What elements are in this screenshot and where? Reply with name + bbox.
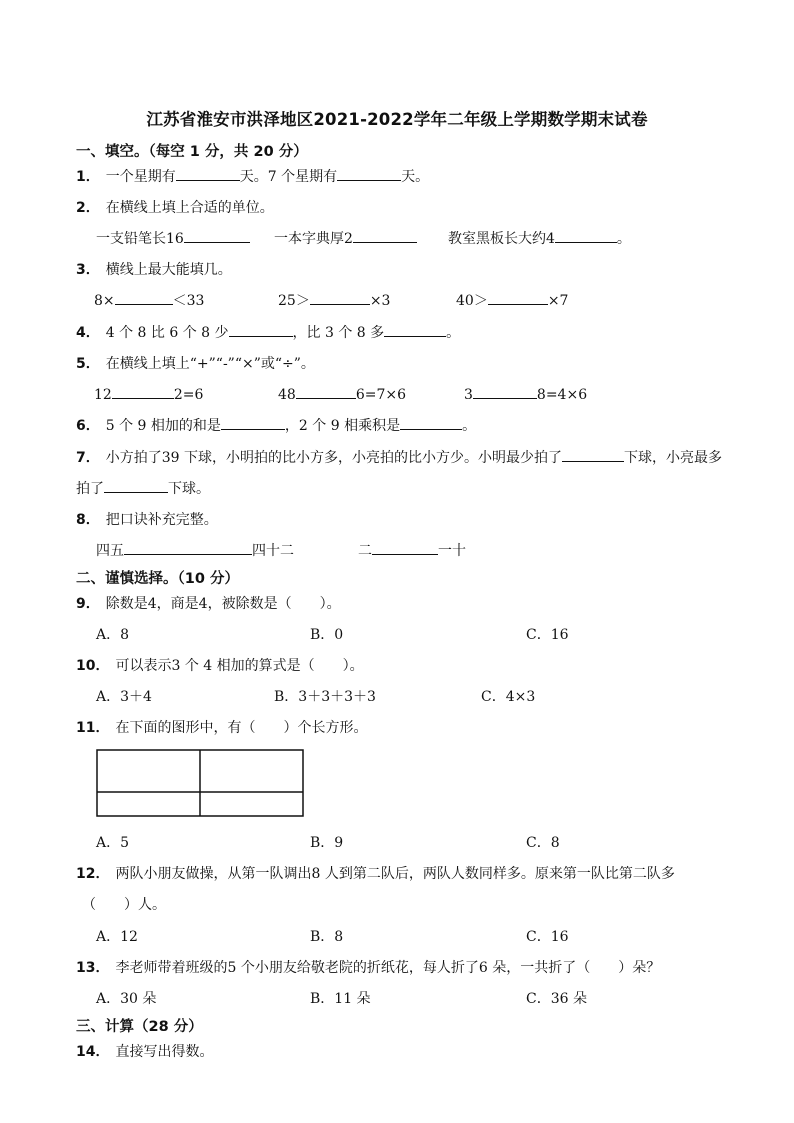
item-text: 8=4×6 [536,387,588,403]
question-number: 14． [76,1044,110,1060]
question-2 [76,197,274,217]
answer-blank[interactable] [337,166,401,181]
section-heading-choice: 二、谨慎选择。（10 分） [76,571,239,587]
question-text: 下球。 [168,481,210,497]
question-5-item-2 [278,384,406,403]
answer-blank[interactable] [310,290,370,305]
option-a[interactable]: A．3＋4 [96,689,152,705]
question-3-item-3 [456,290,568,310]
option-c[interactable]: C．16 [526,627,569,643]
item-text: 教室黑板长大约4 [448,231,555,247]
question-number: 5． [76,356,100,372]
answer-blank[interactable] [384,322,446,337]
question-7 [76,447,722,467]
question-text: ，2 个 9 相乘积是 [284,418,401,434]
question-number: 13． [76,960,110,976]
question-number: 11． [76,720,110,736]
answer-blank[interactable] [221,415,285,430]
question-13 [76,957,660,977]
item-text: 。 [616,231,631,247]
option-b[interactable]: B．0 [310,627,344,643]
question-text: 天。 [401,169,430,185]
item-text: 2=6 [173,387,204,403]
item-text: ＜33 [172,293,205,309]
exam-title: 江苏省淮安市洪泽地区2021-2022学年二年级上学期数学期末试卷 [146,110,648,129]
question-text: 4 个 8 比 6 个 8 少 [105,325,229,341]
question-text: 天。7 个星期有 [239,169,338,185]
question-number: 4． [76,325,100,341]
answer-blank[interactable] [112,384,174,399]
question-text: 在横线上填上“+”“-”“×”或“÷”。 [105,356,315,372]
section-heading-fill-in: 一、填空。（每空 1 分，共 20 分） [76,144,308,160]
item-text: 40＞ [456,293,488,309]
question-number: 8． [76,512,100,528]
question-14 [76,1041,213,1061]
answer-blank[interactable] [555,228,617,243]
question-6 [76,415,476,435]
question-5-item-1 [94,384,203,403]
answer-blank[interactable] [372,540,438,555]
question-3-item-1 [94,290,204,310]
option-b[interactable]: B．3＋3＋3＋3 [274,689,376,705]
rectangle-figure [96,749,304,817]
answer-blank[interactable] [229,322,293,337]
question-3-item-2 [278,290,390,310]
item-text: 四五 [96,543,124,559]
option-a[interactable]: A．30 朵 [96,991,157,1007]
question-number: 12． [76,866,110,882]
question-text: 横线上最大能填几。 [105,262,232,278]
question-7-continued [76,478,210,498]
answer-blank[interactable] [400,415,462,430]
item-text: 一本字典厚2 [274,231,353,247]
question-11 [76,717,367,737]
question-10 [76,655,364,675]
question-text: 直接写出得数。 [115,1044,214,1060]
question-2-item-2 [274,228,417,248]
question-5-item-3 [464,384,587,403]
item-text: 二 [358,543,372,559]
question-12-continued: （ ）人。 [82,897,166,913]
question-text: 下球，小亮最多 [624,450,723,466]
item-text: ×3 [369,293,391,309]
item-text: 四十二 [252,543,294,559]
answer-blank[interactable] [353,228,417,243]
question-text: 拍了 [76,481,104,497]
question-text: 李老师带着班级的5 个小朋友给敬老院的折纸花，每人折了6 朵，一共折了（ ）朵？ [115,960,661,976]
answer-blank[interactable] [296,384,356,399]
question-text: 。 [462,418,477,434]
question-number: 6． [76,418,100,434]
option-b[interactable]: B．8 [310,929,344,945]
item-text: 一十 [438,543,466,559]
option-c[interactable]: C．4×3 [481,689,536,705]
question-3 [76,259,232,279]
item-text: 6=7×6 [355,387,407,403]
question-text: 小方拍了39 下球，小明拍的比小方多，小亮拍的比小方少。小明最少拍了 [105,450,563,466]
question-8-item-2 [358,540,466,560]
question-2-item-1 [96,228,250,248]
question-number: 2． [76,200,100,216]
item-text: 8× [94,293,115,309]
question-number: 7． [76,450,100,466]
answer-blank[interactable] [115,290,173,305]
option-a[interactable]: A．8 [96,627,130,643]
answer-blank[interactable] [562,447,624,462]
option-a[interactable]: A．5 [96,835,130,851]
option-c[interactable]: C．16 [526,929,569,945]
question-text: 两队小朋友做操，从第一队调出8 人到第二队后，两队人数同样多。原来第一队比第二队多 [115,866,675,882]
option-c[interactable]: C．8 [526,835,560,851]
question-12 [76,863,675,883]
question-number: 1． [76,169,100,185]
answer-blank[interactable] [488,290,548,305]
item-text: 一支铅笔长16 [96,231,184,247]
question-text: 除数是4，商是4，被除数是（ ）。 [105,596,341,612]
question-text: 在横线上填上合适的单位。 [105,200,274,216]
question-8-item-1 [96,540,294,560]
question-number: 9． [76,596,100,612]
section-heading-calculation: 三、计算（28 分） [76,1019,203,1035]
question-1 [76,166,429,186]
item-text: 48 [278,387,296,403]
question-text: ，比 3 个 8 多 [292,325,385,341]
question-5 [76,353,315,373]
question-number: 10． [76,658,110,674]
answer-blank[interactable] [104,478,168,493]
answer-blank[interactable] [184,228,250,243]
item-text: ×7 [547,293,569,309]
question-text: 一个星期有 [105,169,176,185]
option-c[interactable]: C．36 朵 [526,991,587,1007]
question-text: 在下面的图形中，有（ ）个长方形。 [115,720,368,736]
question-text: 可以表示3 个 4 相加的算式是（ ）。 [115,658,364,674]
option-a[interactable]: A．12 [96,929,138,945]
question-8 [76,509,218,529]
question-text: 。 [446,325,461,341]
option-b[interactable]: B．11 朵 [310,991,371,1007]
item-text: 3 [464,387,473,403]
question-number: 3． [76,262,100,278]
item-text: 12 [94,387,112,403]
item-text: 25＞ [278,293,310,309]
answer-blank[interactable] [473,384,537,399]
question-text: 5 个 9 相加的和是 [105,418,221,434]
answer-blank[interactable] [176,166,240,181]
question-4 [76,322,460,342]
option-b[interactable]: B．9 [310,835,344,851]
answer-blank[interactable] [124,540,252,555]
question-text: 把口诀补充完整。 [105,512,218,528]
question-2-item-3 [448,228,631,248]
question-9 [76,593,341,613]
